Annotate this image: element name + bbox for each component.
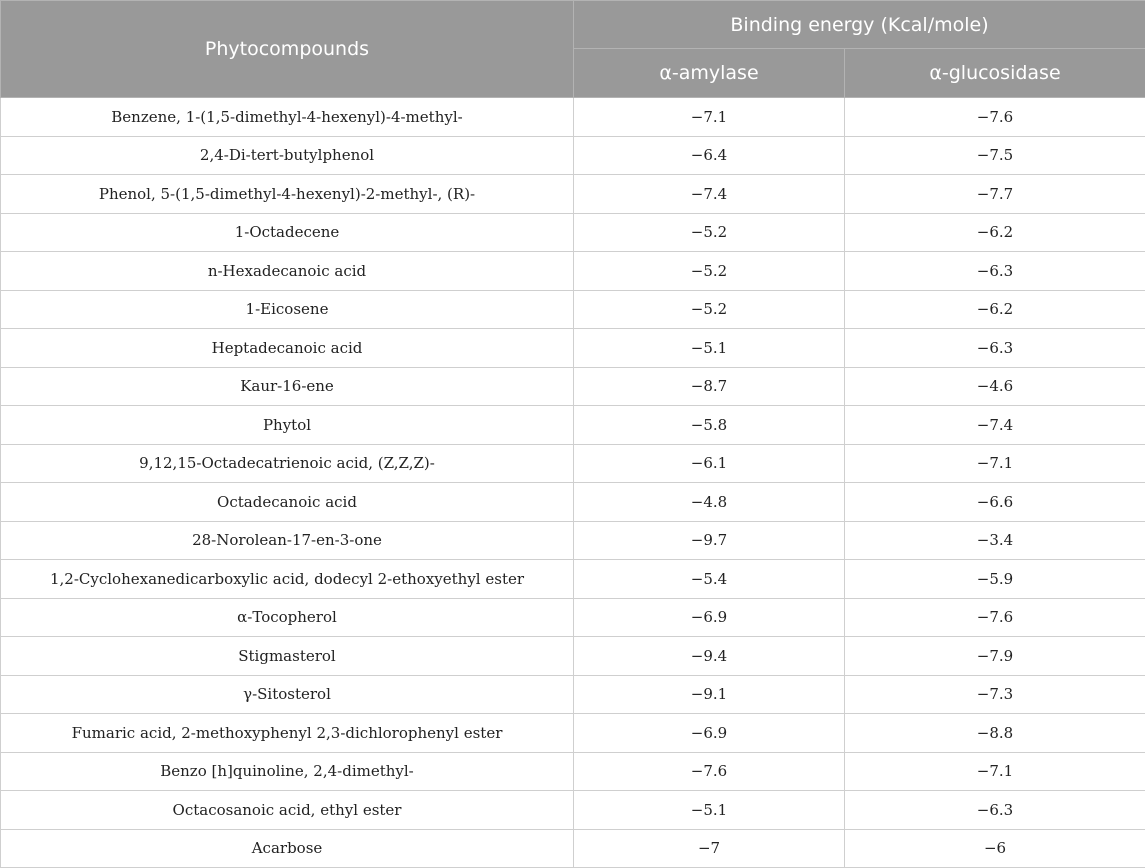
glucosidase-value: −7.5 (845, 136, 1145, 175)
compound-name: 1-Octadecene (1, 213, 574, 252)
compound-name: Phytol (1, 406, 574, 445)
amylase-value: −5.2 (574, 252, 845, 291)
table-row (1, 791, 1145, 830)
amylase-value: −5.2 (574, 290, 845, 329)
table-row (1, 483, 1145, 522)
table-row (1, 213, 1145, 252)
amylase-value: −5.8 (574, 406, 845, 445)
table-row (1, 329, 1145, 368)
amylase-value: −9.4 (574, 637, 845, 676)
compound-name: Benzo [h]quinoline, 2,4-dimethyl- (1, 752, 574, 791)
amylase-value: −5.1 (574, 791, 845, 830)
table-header (1, 1, 1145, 98)
glucosidase-value: −6.3 (845, 252, 1145, 291)
glucosidase-value: −3.4 (845, 521, 1145, 560)
compound-name: Heptadecanoic acid (1, 329, 574, 368)
compound-name: 1-Eicosene (1, 290, 574, 329)
header-alpha-glucosidase: α-glucosidase (845, 49, 1145, 98)
compound-name: Benzene, 1-(1,5-dimethyl-4-hexenyl)-4-methyl- (1, 98, 574, 137)
amylase-value: −5.2 (574, 213, 845, 252)
amylase-value: −5.4 (574, 560, 845, 599)
amylase-value: −9.7 (574, 521, 845, 560)
table-row (1, 752, 1145, 791)
compound-name: Kaur-16-ene (1, 367, 574, 406)
amylase-value: −8.7 (574, 367, 845, 406)
glucosidase-value: −7.3 (845, 675, 1145, 714)
table-row (1, 367, 1145, 406)
glucosidase-value: −6.3 (845, 791, 1145, 830)
amylase-value: −9.1 (574, 675, 845, 714)
glucosidase-value: −7.9 (845, 637, 1145, 676)
compound-name: n-Hexadecanoic acid (1, 252, 574, 291)
amylase-value: −6.9 (574, 714, 845, 753)
amylase-value: −6.9 (574, 598, 845, 637)
amylase-value: −4.8 (574, 483, 845, 522)
glucosidase-value: −5.9 (845, 560, 1145, 599)
glucosidase-value: −8.8 (845, 714, 1145, 753)
glucosidase-value: −7.1 (845, 444, 1145, 483)
compound-name: Octadecanoic acid (1, 483, 574, 522)
amylase-value: −6.4 (574, 136, 845, 175)
table-row (1, 675, 1145, 714)
table-row (1, 444, 1145, 483)
compound-name: Fumaric acid, 2-methoxyphenyl 2,3-dichlorophenyl ester (1, 714, 574, 753)
compound-name: 1,2-Cyclohexanedicarboxylic acid, dodecyl 2-ethoxyethyl ester (1, 560, 574, 599)
compound-name: Octacosanoic acid, ethyl ester (1, 791, 574, 830)
header-binding-energy: Binding energy (Kcal/mole) (574, 1, 1145, 49)
compound-name: Stigmasterol (1, 637, 574, 676)
amylase-value: −7 (574, 829, 845, 868)
glucosidase-value: −7.6 (845, 598, 1145, 637)
amylase-value: −6.1 (574, 444, 845, 483)
amylase-value: −5.1 (574, 329, 845, 368)
amylase-value: −7.6 (574, 752, 845, 791)
header-row-1 (1, 1, 1145, 49)
glucosidase-value: −6.6 (845, 483, 1145, 522)
table-row (1, 98, 1145, 137)
table-row (1, 560, 1145, 599)
compound-name: Acarbose (1, 829, 574, 868)
glucosidase-value: −4.6 (845, 367, 1145, 406)
header-alpha-amylase: α-amylase (574, 49, 845, 98)
table-row (1, 175, 1145, 214)
table-row (1, 829, 1145, 868)
table-row (1, 714, 1145, 753)
compound-name: 28-Norolean-17-en-3-one (1, 521, 574, 560)
table-row (1, 136, 1145, 175)
glucosidase-value: −7.1 (845, 752, 1145, 791)
glucosidase-value: −6.3 (845, 329, 1145, 368)
glucosidase-value: −6 (845, 829, 1145, 868)
compound-name: 9,12,15-Octadecatrienoic acid, (Z,Z,Z)- (1, 444, 574, 483)
table-row (1, 598, 1145, 637)
compound-name: Phenol, 5-(1,5-dimethyl-4-hexenyl)-2-methyl-, (R)- (1, 175, 574, 214)
table-row (1, 637, 1145, 676)
table-body (1, 98, 1145, 868)
table-row (1, 252, 1145, 291)
glucosidase-value: −7.6 (845, 98, 1145, 137)
glucosidase-value: −6.2 (845, 290, 1145, 329)
glucosidase-value: −7.7 (845, 175, 1145, 214)
compound-name: 2,4-Di-tert-butylphenol (1, 136, 574, 175)
glucosidase-value: −6.2 (845, 213, 1145, 252)
header-phytocompounds: Phytocompounds (1, 1, 574, 98)
table-row (1, 406, 1145, 445)
compound-name: α-Tocopherol (1, 598, 574, 637)
glucosidase-value: −7.4 (845, 406, 1145, 445)
amylase-value: −7.1 (574, 98, 845, 137)
table-row (1, 290, 1145, 329)
amylase-value: −7.4 (574, 175, 845, 214)
table-row (1, 521, 1145, 560)
compound-name: γ-Sitosterol (1, 675, 574, 714)
